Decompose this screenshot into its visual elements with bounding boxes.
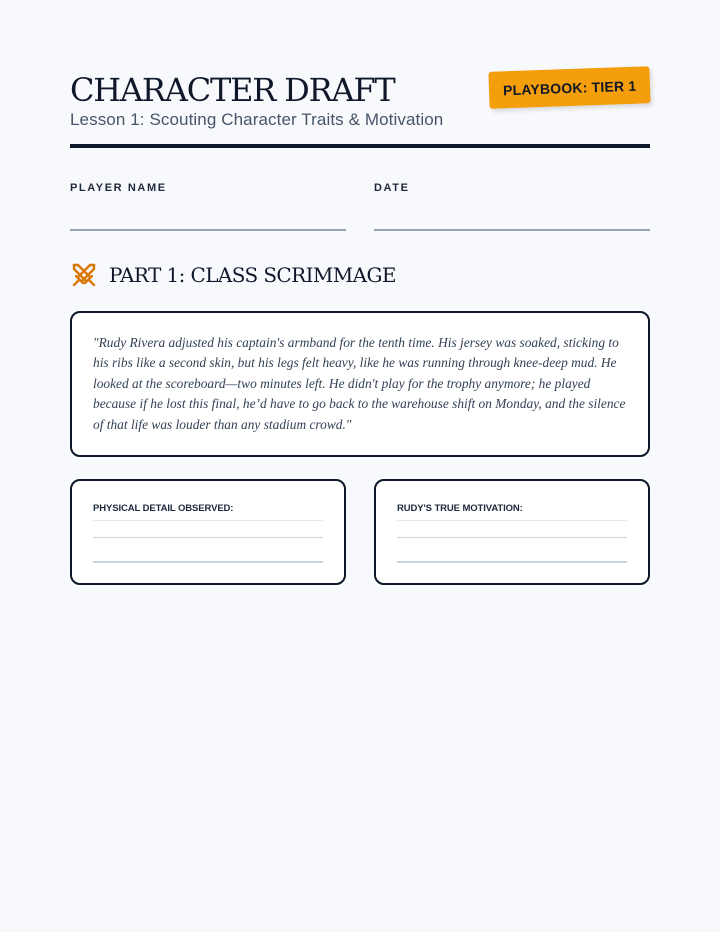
page-subtitle: Lesson 1: Scouting Character Traits & Motivation: [70, 110, 444, 129]
answer-line[interactable]: [93, 520, 323, 521]
section-heading: [70, 261, 650, 289]
date-label: DATE: [374, 182, 410, 194]
true-motivation-label: RUDY'S TRUE MOTIVATION:: [397, 503, 523, 514]
reading-passage-box: [70, 311, 650, 457]
crossed-swords-icon: [70, 261, 98, 289]
true-motivation-box[interactable]: [374, 479, 650, 585]
answer-line[interactable]: [93, 561, 323, 563]
physical-detail-label: PHYSICAL DETAIL OBSERVED:: [93, 503, 234, 514]
answer-line[interactable]: [93, 537, 323, 538]
tier-badge: PLAYBOOK: TIER 1: [488, 66, 651, 109]
answer-line[interactable]: [397, 520, 627, 521]
player-name-line[interactable]: [70, 229, 346, 231]
page-title: CHARACTER DRAFT: [70, 71, 395, 109]
date-field[interactable]: [374, 182, 650, 231]
reading-passage: "Rudy Rivera adjusted his captain's armband for the tenth time. His jersey was soaked, sticking to his ribs like a second skin, but his legs felt heavy, like he was running through knee-deep mud. He looked at the scoreboard—two minutes left. He didn't play for the trophy anymore; he played because if he lost this final, he’d have to go back to the warehouse shift on Monday, and the silence of that life was louder than any stadium crowd.": [93, 335, 626, 432]
answer-line[interactable]: [397, 537, 627, 538]
worksheet-page: [70, 0, 650, 585]
student-info-fields: [70, 182, 650, 231]
worksheet-header: [70, 0, 650, 148]
response-boxes: [70, 479, 650, 585]
player-name-field[interactable]: [70, 182, 346, 231]
physical-detail-box[interactable]: [70, 479, 346, 585]
date-line[interactable]: [374, 229, 650, 231]
section-title: PART 1: CLASS SCRIMMAGE: [109, 263, 396, 287]
player-name-label: PLAYER NAME: [70, 182, 167, 194]
answer-line[interactable]: [397, 561, 627, 563]
